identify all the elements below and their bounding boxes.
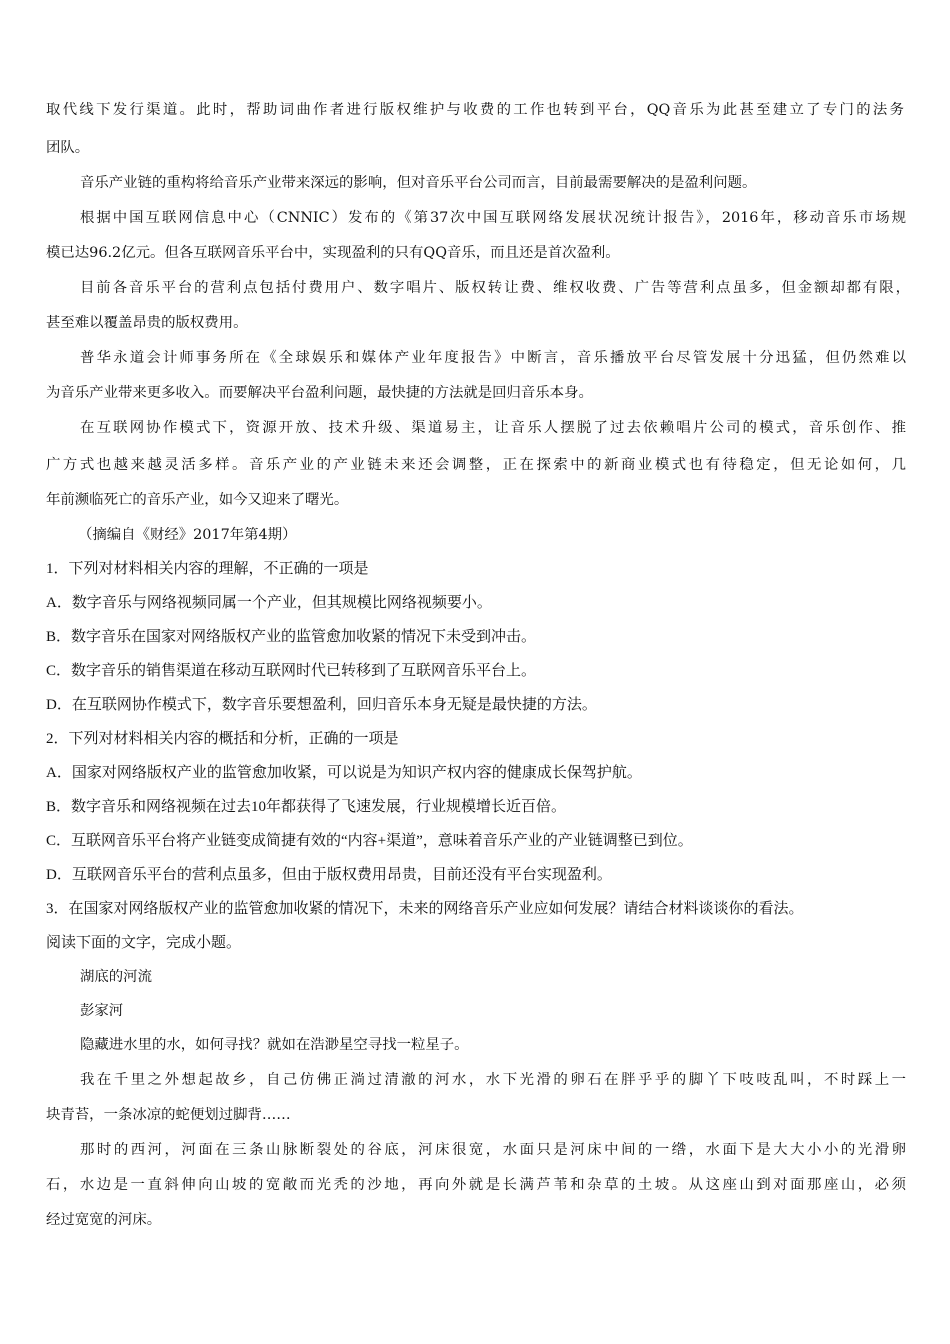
paragraph-line: 在互联网协作模式下，资源开放、技术升级、渠道易主，让音乐人摆脱了过去依赖唱片公司的模式，音乐创作、推 xyxy=(80,420,906,436)
option-line: C．互联网音乐平台将产业链变成简捷有效的“内容+渠道”，意味着音乐产业的产业链调整已到位。 xyxy=(46,833,693,849)
paragraph-line: 年前濒临死亡的音乐产业，如今又迎来了曙光。 xyxy=(46,492,349,508)
question-stem: 3．在国家对网络版权产业的监管愈加收紧的情况下，未来的网络音乐产业应如何发展？请结合材料谈谈你的看法。 xyxy=(46,901,804,917)
option-line: B．数字音乐在国家对网络版权产业的监管愈加收紧的情况下未受到冲击。 xyxy=(46,629,537,645)
paragraph-line: 经过宽宽的河床。 xyxy=(46,1212,162,1228)
paragraph-line: 我在千里之外想起故乡，自己仿佛正淌过清澈的河水，水下光滑的卵石在胖乎乎的脚丫下吱吱乱叫，不时踩上一 xyxy=(80,1072,906,1088)
paragraph-line: 石，水边是一直斜伸向山坡的宽敞而光秃的沙地，再向外就是长满芦苇和杂草的土坡。从这座山到对面那座山，必须 xyxy=(46,1177,906,1193)
paragraph-line: 普华永道会计师事务所在《全球娱乐和媒体产业年度报告》中断言，音乐播放平台尽管发展十分迅猛，但仍然难以 xyxy=(80,350,906,366)
paragraph-line: 块青苔，一条冰凉的蛇便划过脚背…… xyxy=(46,1107,291,1123)
option-line: D．在互联网协作模式下，数字音乐要想盈利，回归音乐本身无疑是最快捷的方法。 xyxy=(46,697,597,713)
paragraph-line: 团队。 xyxy=(46,140,90,156)
option-line: A．国家对网络版权产业的监管愈加收紧，可以说是为知识产权内容的健康成长保驾护航。 xyxy=(46,765,642,781)
paragraph-line: 根据中国互联网信息中心（CNNIC）发布的《第37次中国互联网络发展状况统计报告》，2016年，移动音乐市场规 xyxy=(80,210,906,226)
option-line: B．数字音乐和网络视频在过去10年都获得了飞速发展，行业规模增长近百倍。 xyxy=(46,799,567,815)
paragraph-line: 取代线下发行渠道。此时，帮助词曲作者进行版权维护与收费的工作也转到平台，QQ音乐为此甚至建立了专门的法务 xyxy=(46,102,904,118)
paragraph-line: 广方式也越来越灵活多样。音乐产业的产业链未来还会调整，正在探索中的新商业模式也有待稳定，但无论如何，几 xyxy=(46,457,906,473)
paragraph-line: 音乐产业链的重构将给音乐产业带来深远的影响，但对音乐平台公司而言，目前最需要解决的是盈利问题。 xyxy=(80,175,757,191)
option-line: C．数字音乐的销售渠道在移动互联网时代已转移到了互联网音乐平台上。 xyxy=(46,663,537,679)
source-citation: （摘编自《财经》2017年第4期） xyxy=(78,527,297,543)
question-stem: 2．下列对材料相关内容的概括和分析，正确的一项是 xyxy=(46,731,399,747)
essay-title: 湖底的河流 xyxy=(80,969,152,985)
essay-author: 彭家河 xyxy=(80,1003,124,1019)
reading-instruction: 阅读下面的文字，完成小题。 xyxy=(46,935,242,951)
paragraph-line: 为音乐产业带来更多收入。而要解决平台盈利问题，最快捷的方法就是回归音乐本身。 xyxy=(46,385,593,401)
paragraph-line: 目前各音乐平台的营利点包括付费用户、数字唱片、版权转让费、维权收费、广告等营利点虽多，但金额却都有限， xyxy=(80,280,910,296)
option-line: D．互联网音乐平台的营利点虽多，但由于版权费用昂贵，目前还没有平台实现盈利。 xyxy=(46,867,612,883)
paragraph-line: 模已达96.2亿元。但各互联网音乐平台中，实现盈利的只有QQ音乐，而且还是首次盈利。 xyxy=(46,245,620,261)
option-line: A．数字音乐与网络视频同属一个产业，但其规模比网络视频要小。 xyxy=(46,595,492,611)
paragraph-line: 那时的西河，河面在三条山脉断裂处的谷底，河床很宽，水面只是河床中间的一绺，水面下是大大小小的光滑卵 xyxy=(80,1142,906,1158)
paragraph-line: 隐藏进水里的水，如何寻找？就如在浩渺星空寻找一粒星子。 xyxy=(80,1037,469,1053)
question-stem: 1．下列对材料相关内容的理解，不正确的一项是 xyxy=(46,561,369,577)
paragraph-line: 甚至难以覆盖昂贵的版权费用。 xyxy=(46,315,248,331)
